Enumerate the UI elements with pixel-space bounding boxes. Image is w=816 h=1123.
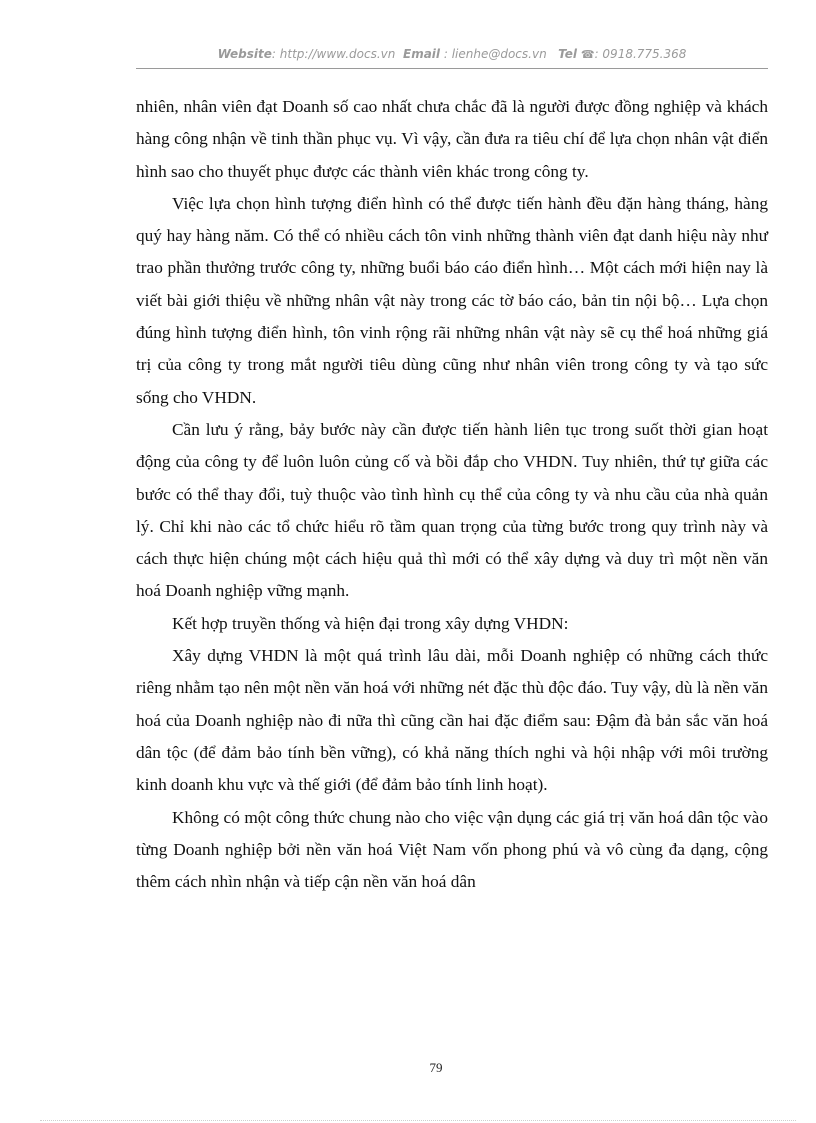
phone-icon: ☎ bbox=[580, 48, 595, 61]
paragraph-5: Không có một công thức chung nào cho việc vận dụng các giá trị văn hoá dân tộc vào từng Doanh nghiệp bởi nền văn hoá Việt Nam vốn phong phú và vô cùng đa dạng, cộng thêm cách nhìn nhận và tiếp cận nền văn hoá dân bbox=[136, 807, 768, 892]
website-url: : http://www.docs.vn bbox=[271, 47, 396, 61]
document-body bbox=[136, 91, 768, 898]
page-number: 79 bbox=[429, 1060, 443, 1075]
page-bottom-divider bbox=[40, 1120, 796, 1121]
email-address: : lienhe@docs.vn bbox=[440, 47, 547, 61]
paragraph-3: Cần lưu ý rằng, bảy bước này cần được tiến hành liên tục trong suốt thời gian hoạt động của công ty để luôn luôn củng cố và bồi đắp cho VHDN. Tuy nhiên, thứ tự giữa các bước có thể thay đổi, tuỳ thuộc vào tình hình cụ thể của công ty và nhu cầu của nhà quản lý. Chỉ khi nào các tổ chức hiểu rõ tầm quan trọng của từng bước trong quy trình này và cách thực hiện chúng một cách hiệu quả thì mới có thể xây dựng và duy trì một nền văn hoá Doanh nghiệp vững mạnh. bbox=[136, 419, 768, 601]
website-label: Website bbox=[217, 47, 272, 61]
email-label: Email bbox=[403, 47, 441, 61]
page-header bbox=[136, 44, 768, 69]
tel-number: : 0918.775.368 bbox=[594, 47, 687, 61]
paragraph-2: Việc lựa chọn hình tượng điển hình có thể được tiến hành đều đặn hàng tháng, hàng quý hay hàng năm. Có thể có nhiều cách tôn vinh những thành viên đạt danh hiệu này như trao phần thưởng trước công ty, những buổi báo cáo điển hình… Một cách mới hiện nay là viết bài giới thiệu về những nhân vật này trong các tờ báo cáo, bản tin nội bộ… Lựa chọn đúng hình tượng điển hình, tôn vinh rộng rãi những nhân vật này sẽ cụ thể hoá những giá trị của công ty trong mắt người tiêu dùng cũng như nhân viên trong công ty và tạo sức sống cho VHDN. bbox=[136, 193, 768, 407]
paragraph-1: nhiên, nhân viên đạt Doanh số cao nhất chưa chắc đã là người được đồng nghiệp và khách hàng công nhận về tinh thần phục vụ. Vì vậy, cần đưa ra tiêu chí để lựa chọn nhân vật điển hình sao cho thuyết phục được các thành viên khác trong công ty. bbox=[136, 97, 768, 181]
paragraph-4: Xây dựng VHDN là một quá trình lâu dài, mỗi Doanh nghiệp có những cách thức riêng nhằm tạo nên một nền văn hoá với những nét đặc thù độc đáo. Tuy vậy, dù là nền văn hoá của Doanh nghiệp nào đi nữa thì cũng cần hai đặc điểm sau: Đậm đà bản sắc văn hoá dân tộc (để đảm bảo tính bền vững), có khả năng thích nghi và hội nhập với môi trường kinh doanh khu vực và thế giới (để đảm bảo tính linh hoạt). bbox=[136, 646, 768, 795]
section-heading: Kết hợp truyền thống và hiện đại trong xây dựng VHDN: bbox=[172, 613, 569, 633]
tel-label: Tel bbox=[558, 47, 578, 61]
